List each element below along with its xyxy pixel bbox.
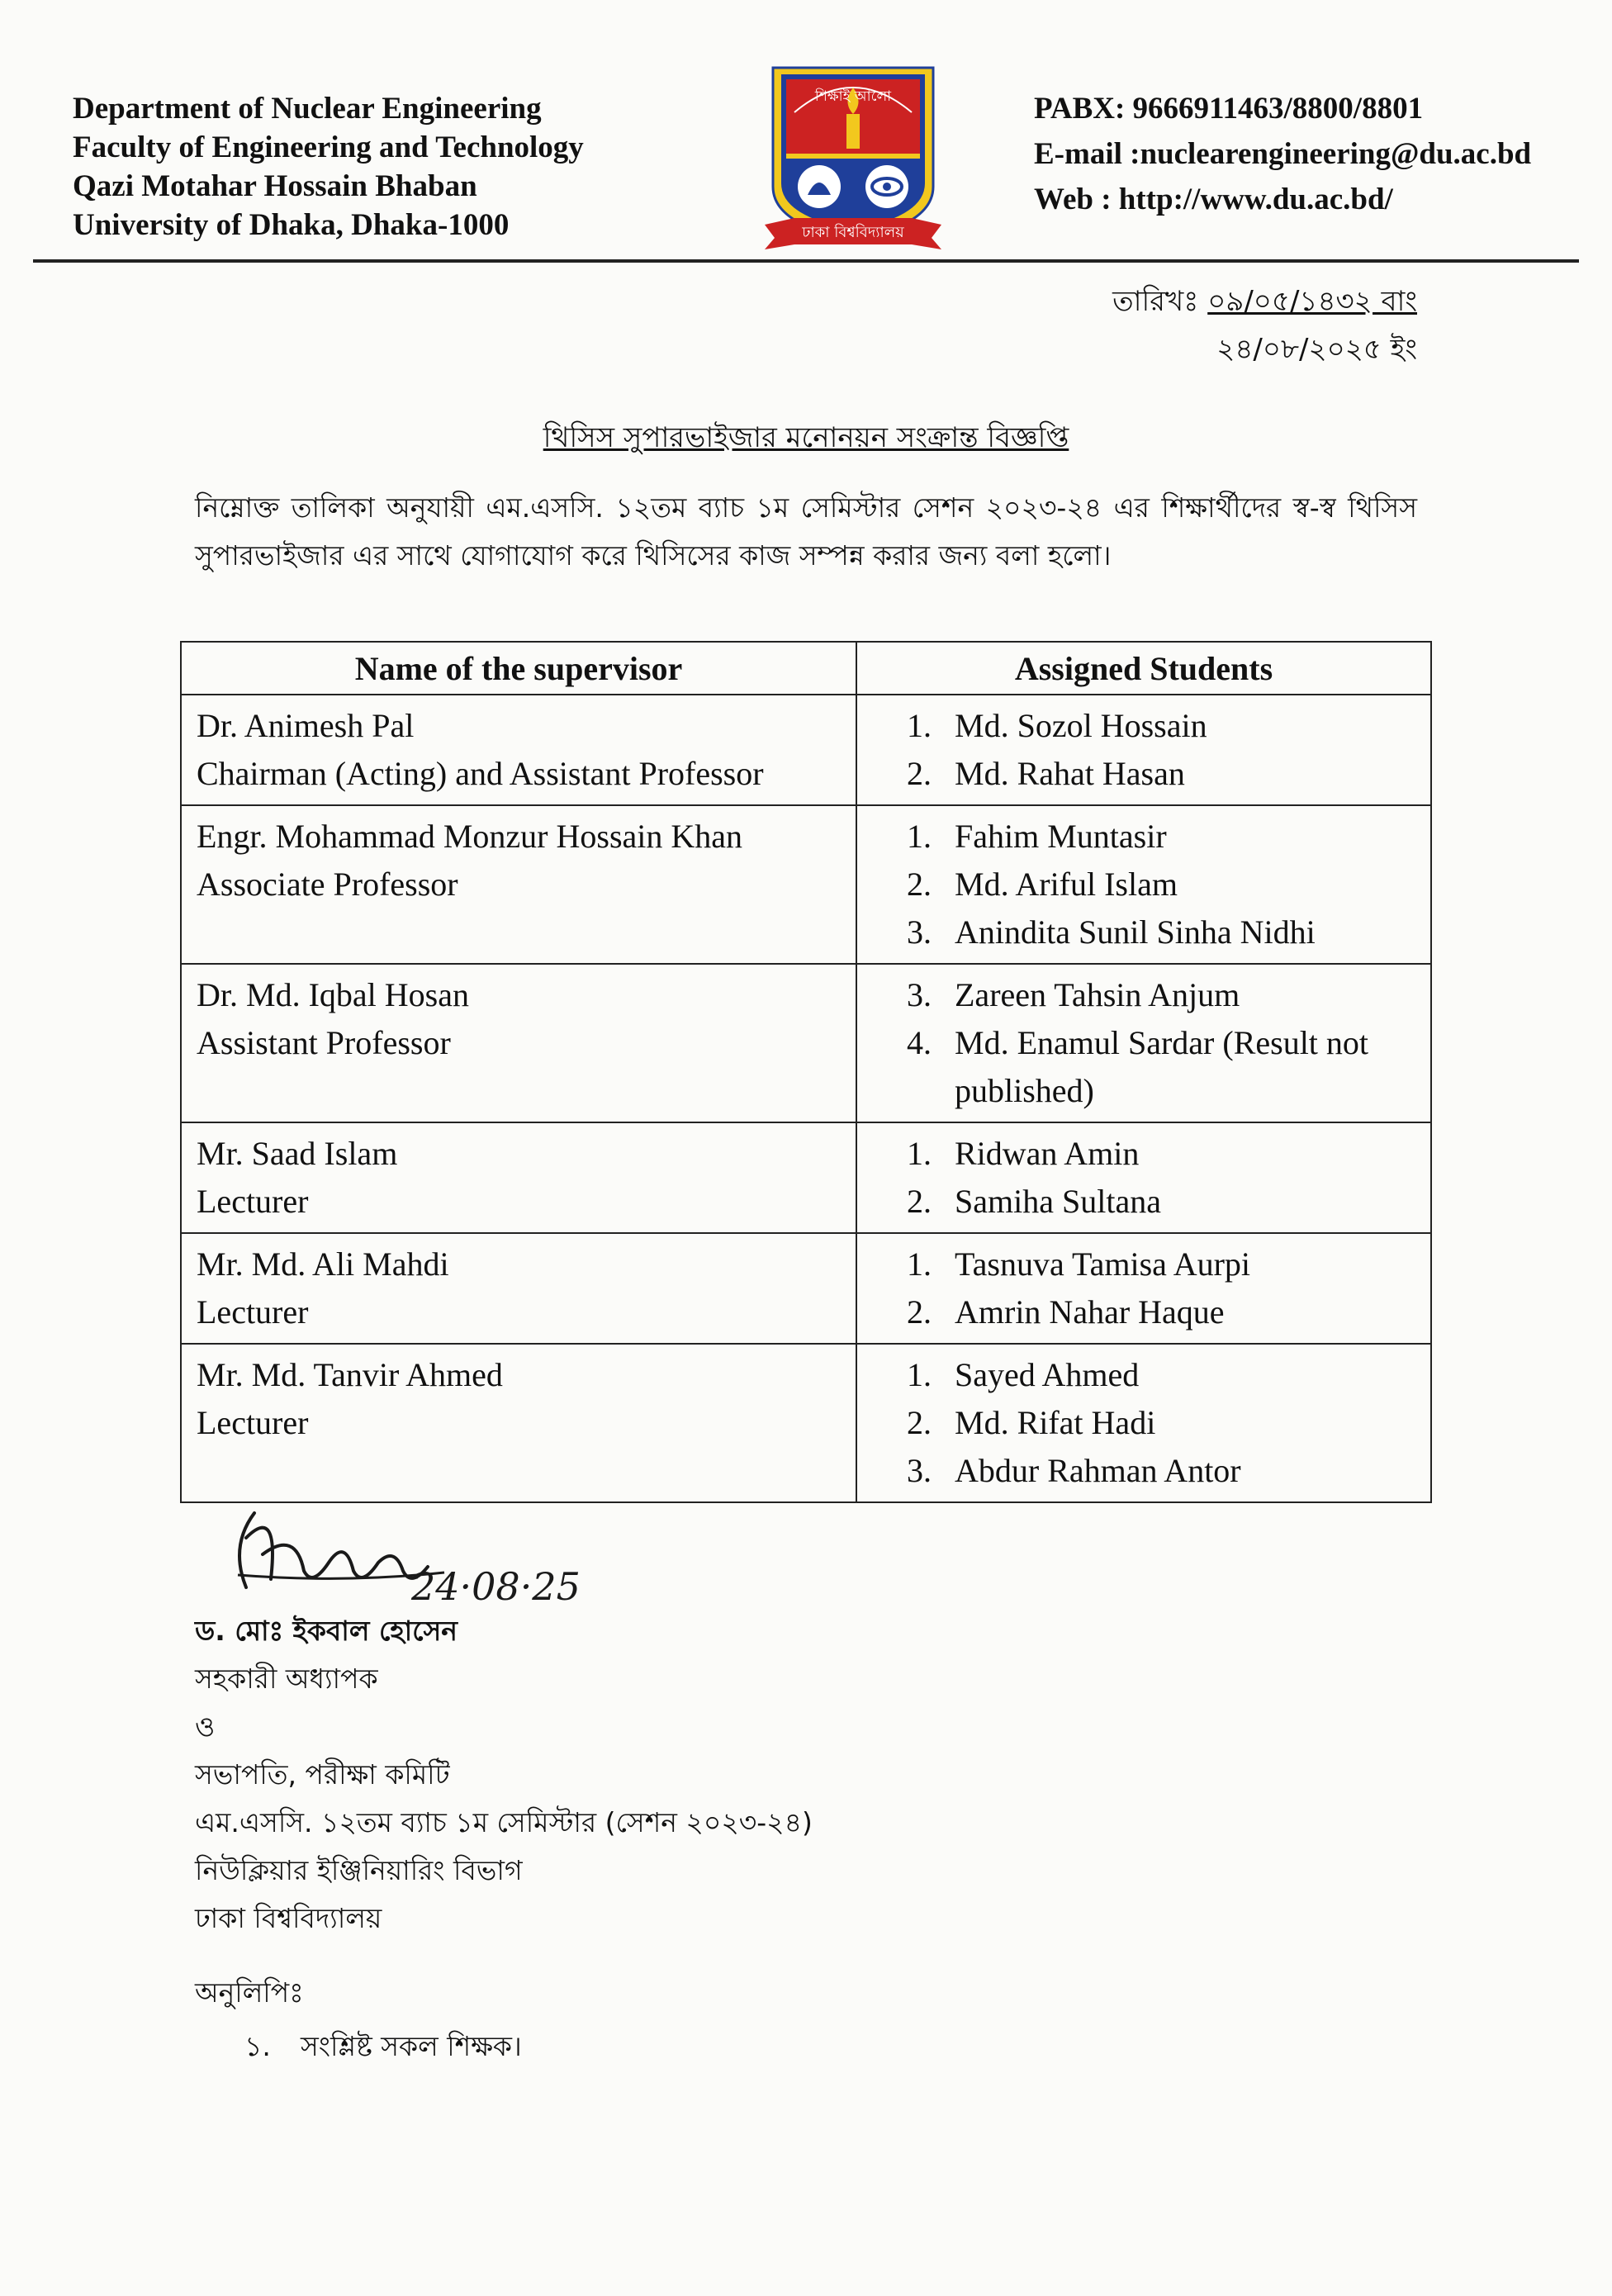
date-label: তারিখঃ	[1112, 285, 1208, 318]
table-row	[181, 805, 1431, 964]
student-item	[907, 1447, 1415, 1495]
student-number: 2.	[907, 866, 932, 903]
student-item	[907, 861, 1415, 908]
student-name: Samiha Sultana	[955, 1183, 1161, 1220]
supervisor-cell	[181, 1233, 856, 1344]
student-item	[907, 702, 1415, 750]
supervisor-designation: Associate Professor	[197, 866, 458, 903]
student-name: Anindita Sunil Sinha Nidhi	[955, 913, 1316, 951]
student-number: 1.	[907, 1356, 932, 1393]
student-number: 4.	[907, 1024, 932, 1061]
header-students: Assigned Students	[856, 642, 1431, 695]
web-address: Web : http://www.du.ac.bd/	[1034, 183, 1393, 216]
table-row	[181, 964, 1431, 1122]
building-name: Qazi Motahar Hossain Bhaban	[73, 169, 477, 203]
student-name: Sayed Ahmed	[955, 1356, 1140, 1393]
pabx-number: PABX: 9666911463/8800/8801	[1034, 92, 1424, 126]
copy-label: অনুলিপিঃ	[195, 1976, 304, 2009]
students-cell	[856, 695, 1431, 805]
email-address: E-mail :nuclearengineering@du.ac.bd	[1034, 137, 1532, 171]
student-item	[907, 1351, 1415, 1399]
student-number: 2.	[907, 1183, 932, 1220]
students-cell	[856, 805, 1431, 964]
students-cell	[856, 1344, 1431, 1502]
student-name: Tasnuva Tamisa Aurpi	[955, 1245, 1251, 1283]
date-bangla: ০৯/০৫/১৪৩২ বাং	[1207, 285, 1417, 318]
supervisor-name: Engr. Mohammad Monzur Hossain Khan	[197, 818, 743, 855]
supervisor-cell	[181, 964, 856, 1122]
student-number: 2.	[907, 1404, 932, 1441]
student-number: 2.	[907, 1293, 932, 1331]
header-divider	[33, 259, 1579, 263]
table-row	[181, 1233, 1431, 1344]
student-number: 1.	[907, 818, 932, 855]
student-item	[907, 1241, 1415, 1288]
svg-text:24·08·25: 24·08·25	[411, 1564, 581, 1609]
student-name: Md. Rahat Hasan	[955, 755, 1185, 792]
student-item	[907, 971, 1415, 1019]
table-row	[181, 1344, 1431, 1502]
university-name: University of Dhaka, Dhaka-1000	[73, 208, 510, 242]
faculty-name: Faculty of Engineering and Technology	[73, 130, 584, 164]
student-number: 3.	[907, 1452, 932, 1489]
copy-item	[244, 2025, 522, 2071]
department-address	[73, 89, 584, 244]
notice-title: থিসিস সুপারভাইজার মনোনয়ন সংক্রান্ত বিজ্ঞপ্তি	[543, 421, 1069, 454]
student-item	[907, 908, 1415, 956]
student-item	[907, 1288, 1415, 1336]
table-header-row	[181, 642, 1431, 695]
contact-info	[1034, 86, 1531, 222]
student-item	[907, 813, 1415, 861]
student-name: Amrin Nahar Haque	[955, 1293, 1225, 1331]
date-block	[1112, 278, 1417, 373]
signer-name: ড. মোঃ ইকবাল হোসেন	[195, 1615, 458, 1647]
supervisor-name: Mr. Saad Islam	[197, 1135, 398, 1172]
student-number: 3.	[907, 913, 932, 951]
signer-line: এম.এসসি. ১২তম ব্যাচ ১ম সেমিস্টার (সেশন ২০২৩-২৪)	[195, 1806, 813, 1838]
supervisor-name: Dr. Animesh Pal	[197, 707, 415, 744]
student-number: 1.	[907, 707, 932, 744]
student-item	[907, 750, 1415, 798]
student-item	[907, 1178, 1415, 1226]
signer-line: সভাপতি, পরীক্ষা কমিটি	[195, 1758, 450, 1791]
supervisor-name: Mr. Md. Ali Mahdi	[197, 1245, 449, 1283]
student-item	[907, 1399, 1415, 1447]
supervisor-cell	[181, 695, 856, 805]
department-name: Department of Nuclear Engineering	[73, 92, 542, 126]
signature	[221, 1497, 601, 1620]
supervisor-table	[180, 641, 1432, 1503]
signer-line: নিউক্লিয়ার ইঞ্জিনিয়ারিং বিভাগ	[195, 1854, 523, 1886]
student-name: Fahim Muntasir	[955, 818, 1167, 855]
table-row	[181, 1122, 1431, 1233]
signer-line: ঢাকা বিশ্ববিদ্যালয়	[195, 1902, 382, 1934]
student-item	[907, 1019, 1415, 1115]
date-english: ২৪/০৮/২০২৫ ইং	[1216, 333, 1417, 366]
supervisor-designation: Lecturer	[197, 1183, 309, 1220]
student-number: 3.	[907, 976, 932, 1013]
signer-line: সহকারী অধ্যাপক	[195, 1663, 378, 1695]
supervisor-designation: Lecturer	[197, 1404, 309, 1441]
student-number: 2.	[907, 755, 932, 792]
student-number: 1.	[907, 1245, 932, 1283]
student-name: Ridwan Amin	[955, 1135, 1140, 1172]
students-cell	[856, 1233, 1431, 1344]
student-name: Abdur Rahman Antor	[955, 1452, 1241, 1489]
student-name: Md. Enamul Sardar (Result not published)	[955, 1024, 1369, 1109]
copy-item-text: সংশ্লিষ্ট সকল শিক্ষক।	[301, 2030, 522, 2062]
signer-block	[195, 1607, 813, 1943]
supervisor-name: Dr. Md. Iqbal Hosan	[197, 976, 469, 1013]
student-number: 1.	[907, 1135, 932, 1172]
students-cell	[856, 1122, 1431, 1233]
header-supervisor: Name of the supervisor	[181, 642, 856, 695]
student-item	[907, 1130, 1415, 1178]
table-row	[181, 695, 1431, 805]
signer-line: ও	[195, 1710, 216, 1743]
logo-motto-text: শিক্ষাই আলো	[814, 88, 892, 105]
copy-item-number: ১.	[244, 2030, 271, 2062]
notice-body: নিম্নোক্ত তালিকা অনুযায়ী এম.এসসি. ১২তম ব্যাচ ১ম সেমিস্টার সেশন ২০২৩-২৪ এর শিক্ষার্থীদের স্ব-স্ব থিসিস সুপারভাইজার এর সাথে যোগাযোগ করে থিসিসের কাজ সম্পন্ন করার জন্য বলা হলো।	[195, 491, 1417, 572]
student-name: Md. Sozol Hossain	[955, 707, 1207, 744]
supervisor-designation: Chairman (Acting) and Assistant Professor	[197, 755, 764, 792]
supervisor-cell	[181, 1344, 856, 1502]
student-name: Md. Rifat Hadi	[955, 1404, 1156, 1441]
supervisor-designation: Assistant Professor	[197, 1024, 451, 1061]
supervisor-cell	[181, 805, 856, 964]
logo-ribbon-text: ঢাকা বিশ্ববিদ্যালয়	[802, 224, 904, 241]
supervisor-name: Mr. Md. Tanvir Ahmed	[197, 1356, 503, 1393]
university-logo	[761, 63, 945, 256]
supervisor-cell	[181, 1122, 856, 1233]
supervisor-designation: Lecturer	[197, 1293, 309, 1331]
students-cell	[856, 964, 1431, 1122]
student-name: Md. Ariful Islam	[955, 866, 1178, 903]
student-name: Zareen Tahsin Anjum	[955, 976, 1240, 1013]
